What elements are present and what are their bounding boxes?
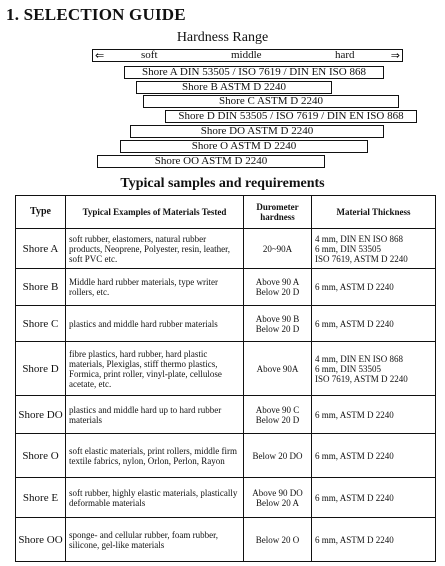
range-bar-shore-d: Shore D DIN 53505 / ISO 7619 / DIN EN ISO 868 — [165, 110, 417, 123]
durometer-line: Above 90 B — [255, 313, 300, 324]
cell-type: Shore O — [16, 434, 66, 478]
cell-examples: fibre plastics, hard rubber, hard plastic materials, Plexiglas, stiff thermo plastics, Formica, print roller, vinyl-plate, cellulose acetate, etc. — [66, 342, 244, 396]
cell-type: Shore D — [16, 342, 66, 396]
durometer-line: Below 20 D — [255, 287, 300, 297]
cell-thickness: 6 mm, ASTM D 2240 — [312, 518, 436, 562]
cell-durometer — [244, 306, 312, 342]
durometer-line: Above 90 DO — [252, 487, 303, 498]
cell-durometer: Below 20 DO — [244, 434, 312, 478]
cell-thickness — [312, 229, 436, 269]
table-row — [16, 434, 436, 478]
range-bar-shore-o: Shore O ASTM D 2240 — [120, 140, 368, 153]
cell-type: Shore B — [16, 269, 66, 306]
cell-thickness: 6 mm, ASTM D 2240 — [312, 434, 436, 478]
table-header-row — [16, 196, 436, 229]
cell-thickness — [312, 342, 436, 396]
cell-durometer — [244, 396, 312, 434]
durometer-line: Below 20 A — [255, 497, 299, 508]
cell-thickness: 6 mm, ASTM D 2240 — [312, 478, 436, 518]
table-row — [16, 518, 436, 562]
cell-examples: soft rubber, highly elastic materials, plastically deformable materials — [66, 478, 244, 518]
left-arrow-icon: ⇐ — [95, 49, 105, 62]
header-type: Type — [16, 196, 66, 229]
range-bar-shore-c: Shore C ASTM D 2240 — [143, 95, 399, 108]
range-bar-shore-oo: Shore OO ASTM D 2240 — [97, 155, 325, 168]
table-row — [16, 396, 436, 434]
header-durometer: Durometer hardness — [244, 196, 312, 229]
cell-thickness: 6 mm, ASTM D 2240 — [312, 269, 436, 306]
cell-examples: soft rubber, elastomers, natural rubber products, Neoprene, Polyester, resin, leather, soft PVC etc. — [66, 229, 244, 269]
scale-label-middle: middle — [231, 49, 262, 61]
thickness-line: 6 mm, DIN 53505 — [315, 363, 381, 374]
durometer-line: Below 20 D — [255, 414, 300, 425]
cell-durometer — [244, 478, 312, 518]
selection-table — [15, 195, 436, 562]
table-row — [16, 306, 436, 342]
table-row — [16, 269, 436, 306]
table-row — [16, 478, 436, 518]
thickness-line: ISO 7619, ASTM D 2240 — [315, 253, 408, 264]
cell-examples: soft elastic materials, print rollers, middle firm textile fabrics, nylon, Orlon, Perlon, Rayon — [66, 434, 244, 478]
cell-examples: plastics and middle hard up to hard rubber materials — [66, 396, 244, 434]
cell-type: Shore A — [16, 229, 66, 269]
thickness-line: 4 mm, DIN EN ISO 868 — [315, 233, 403, 244]
range-bar-shore-b: Shore B ASTM D 2240 — [136, 81, 332, 94]
hardness-range-title: Hardness Range — [176, 30, 269, 45]
table-row — [16, 229, 436, 269]
scale-label-hard: hard — [335, 49, 355, 61]
right-arrow-icon: ⇒ — [390, 49, 400, 62]
durometer-line: Above 90 C — [255, 404, 300, 415]
range-bar-shore-a: Shore A DIN 53505 / ISO 7619 / DIN EN ISO 868 — [124, 66, 384, 79]
page-heading: 1. SELECTION GUIDE — [6, 5, 186, 24]
cell-examples: plastics and middle hard rubber materials — [66, 306, 244, 342]
cell-type: Shore C — [16, 306, 66, 342]
cell-thickness: 6 mm, ASTM D 2240 — [312, 396, 436, 434]
header-examples: Typical Examples of Materials Tested — [66, 196, 244, 229]
cell-type: Shore DO — [16, 396, 66, 434]
header-thickness: Material Thickness — [312, 196, 436, 229]
cell-durometer: 20~90A — [244, 229, 312, 269]
cell-examples: sponge- and cellular rubber, foam rubber, silicone, gel-like materials — [66, 518, 244, 562]
cell-durometer — [244, 269, 312, 306]
hardness-scale-arrow — [92, 49, 403, 62]
cell-examples: Middle hard rubber materials, type writer rollers, etc. — [66, 269, 244, 306]
durometer-line: Above 90 A — [255, 277, 300, 287]
table-row — [16, 342, 436, 396]
cell-type: Shore OO — [16, 518, 66, 562]
thickness-line: 6 mm, DIN 53505 — [315, 243, 381, 254]
cell-durometer: Above 90A — [244, 342, 312, 396]
scale-label-soft: soft — [141, 49, 158, 61]
range-bar-shore-do: Shore DO ASTM D 2240 — [130, 125, 384, 138]
cell-durometer: Below 20 O — [244, 518, 312, 562]
thickness-line: ISO 7619, ASTM D 2240 — [315, 373, 408, 384]
durometer-line: Below 20 D — [255, 323, 300, 334]
samples-title: Typical samples and requirements — [120, 176, 325, 191]
thickness-line: 4 mm, DIN EN ISO 868 — [315, 353, 403, 364]
cell-type: Shore E — [16, 478, 66, 518]
cell-thickness: 6 mm, ASTM D 2240 — [312, 306, 436, 342]
